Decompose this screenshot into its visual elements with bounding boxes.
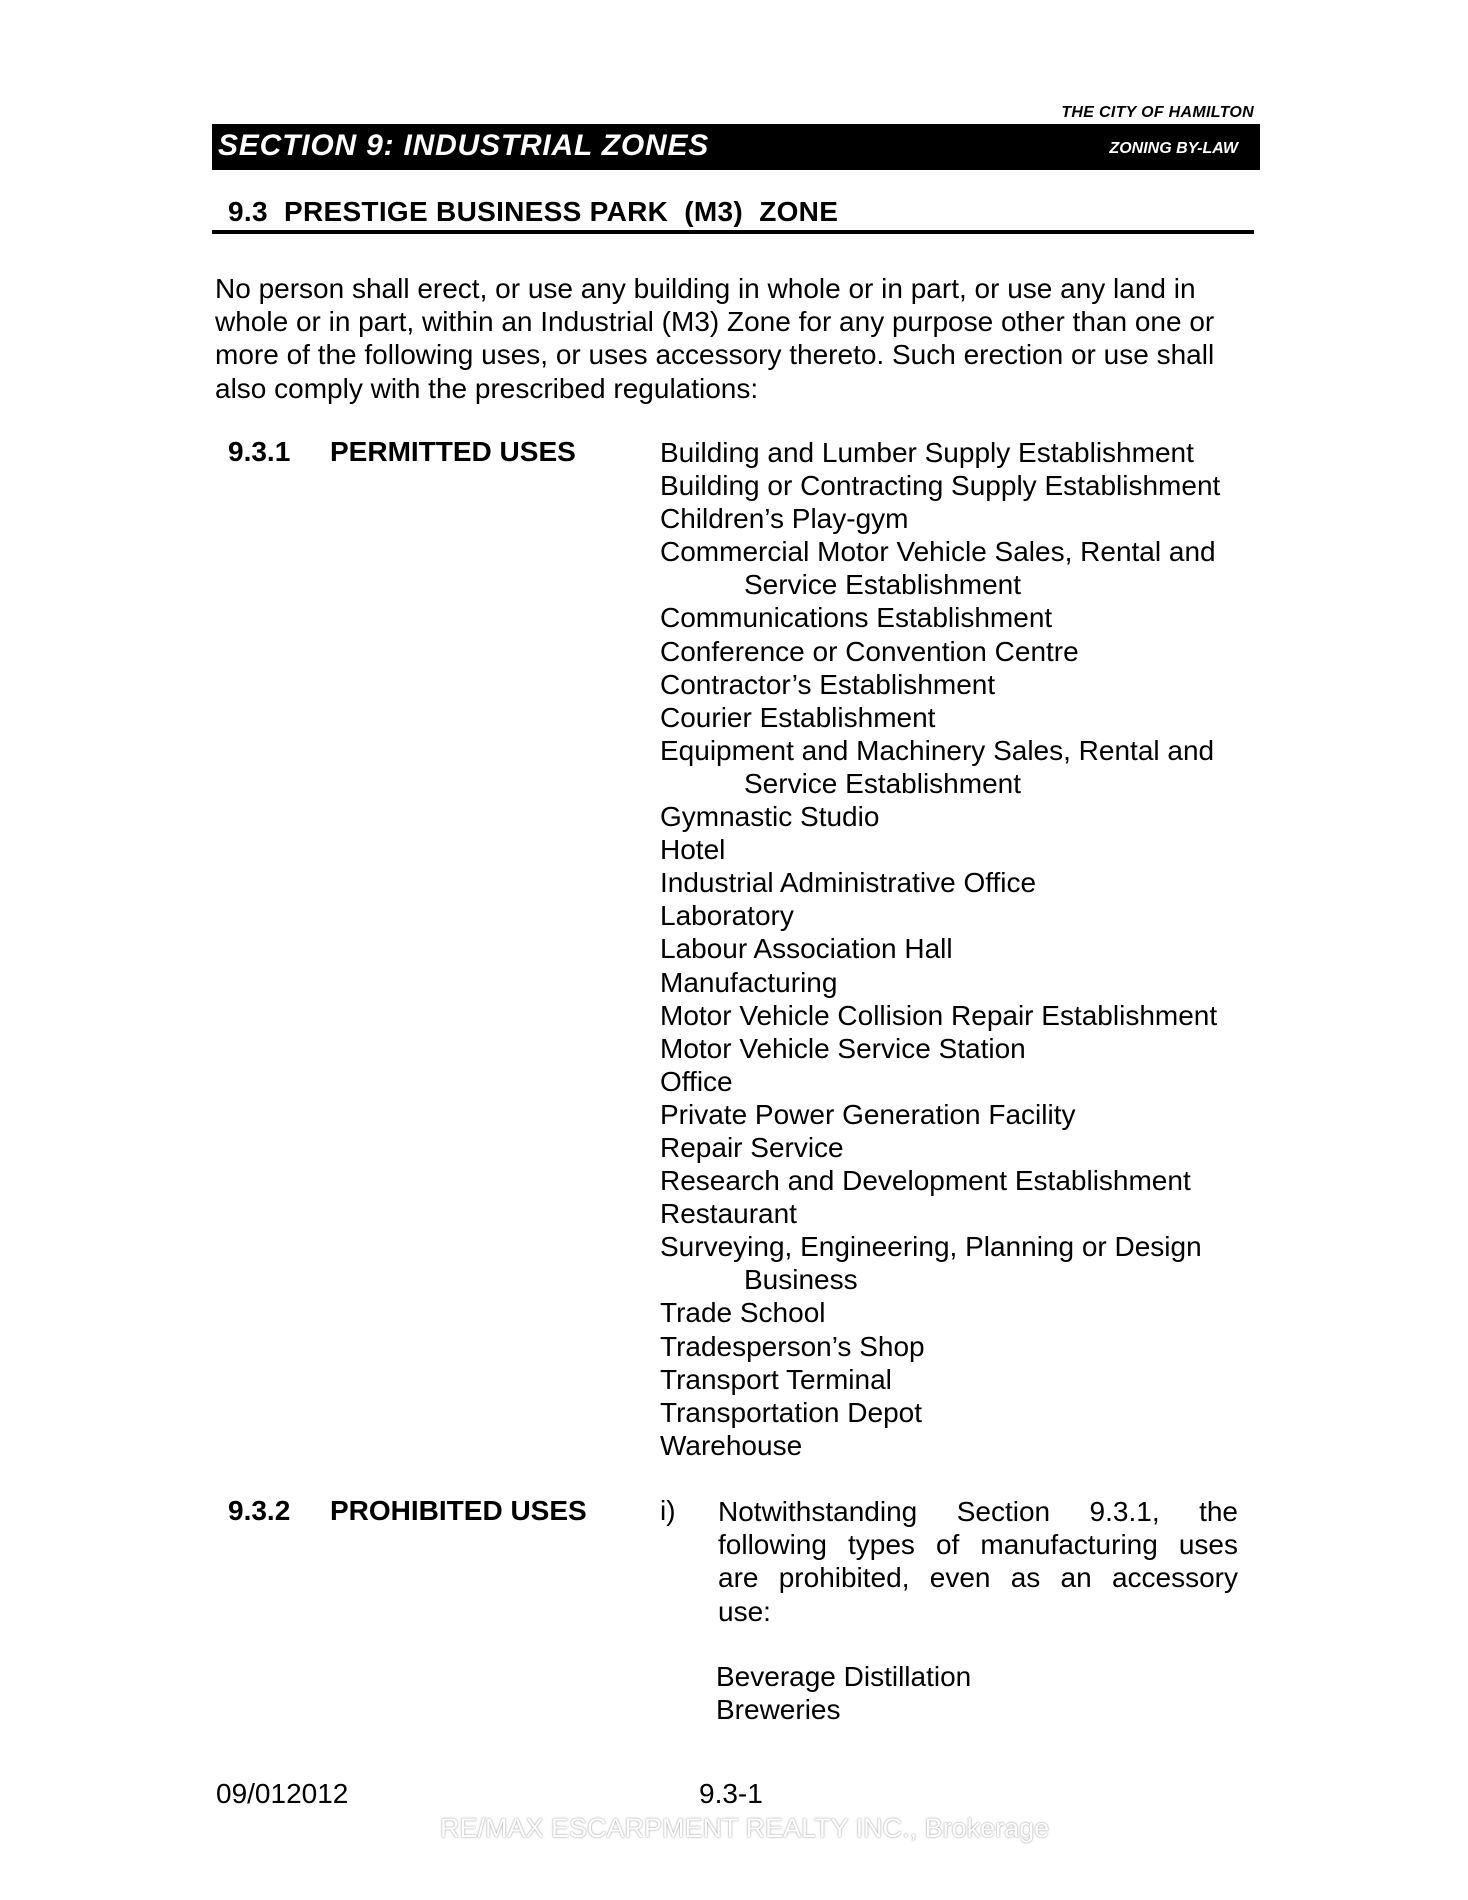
permitted-use-item	[660, 1396, 1220, 1429]
brokerage-watermark: RE/MAX ESCARPMENT REALTY INC., Brokerage	[440, 1813, 1050, 1843]
permitted-use-item	[660, 668, 1220, 701]
permitted-use-item	[660, 734, 1220, 800]
city-label: THE CITY OF HAMILTON	[1061, 104, 1254, 121]
permitted-use-label: Manufacturing	[660, 966, 838, 998]
heading-rule	[212, 230, 1254, 234]
permitted-use-label: Private Power Generation Facility	[660, 1098, 1076, 1130]
prohibited-use-item: Beverage Distillation	[716, 1661, 972, 1692]
permitted-use-item	[660, 932, 1220, 965]
permitted-use-item	[660, 1230, 1220, 1296]
permitted-use-item	[660, 635, 1220, 668]
permitted-use-label: Communications Establishment	[660, 602, 1053, 634]
permitted-use-item	[660, 800, 1220, 833]
permitted-use-label: Commercial Motor Vehicle Sales, Rental and	[660, 536, 1216, 568]
permitted-use-item	[660, 966, 1220, 999]
permitted-section-title: PERMITTED USES	[330, 436, 576, 467]
clause-line: are prohibited, even as an accessory	[718, 1562, 1238, 1594]
permitted-use-label: Restaurant	[660, 1198, 797, 1230]
permitted-use-label: Labour Association Hall	[660, 933, 953, 965]
permitted-use-continuation: Service Establishment	[744, 767, 1022, 799]
permitted-use-item	[660, 1330, 1220, 1363]
permitted-use-item	[660, 899, 1220, 932]
permitted-use-label: Contractor’s Establishment	[660, 668, 996, 700]
footer-page-number: 9.3-1	[699, 1778, 763, 1809]
intro-line: No person shall erect, or use any building in whole or in part, or use any land in	[215, 273, 1196, 304]
permitted-use-item	[660, 1429, 1220, 1462]
clause-line: Notwithstanding Section 9.3.1, the	[718, 1496, 1238, 1527]
permitted-use-label: Equipment and Machinery Sales, Rental and	[660, 734, 1215, 766]
permitted-use-item	[660, 601, 1220, 634]
permitted-use-item	[660, 1363, 1220, 1396]
permitted-section-number: 9.3.1	[228, 436, 291, 467]
permitted-use-item	[660, 502, 1220, 535]
permitted-use-label: Transport Terminal	[660, 1363, 892, 1395]
permitted-use-item	[660, 1065, 1220, 1098]
permitted-uses-list	[660, 436, 1220, 1462]
section-title: SECTION 9: INDUSTRIAL ZONES	[218, 129, 710, 162]
intro-line: also comply with the prescribed regulations:	[215, 372, 759, 404]
permitted-use-item	[660, 1098, 1220, 1131]
permitted-use-item	[660, 833, 1220, 866]
bylaw-label: ZONING BY-LAW	[1109, 140, 1238, 157]
permitted-use-item	[660, 1131, 1220, 1164]
permitted-use-label: Transportation Depot	[660, 1396, 922, 1428]
prohibited-clause-text	[718, 1495, 1238, 1628]
permitted-use-item	[660, 436, 1220, 469]
permitted-use-label: Conference or Convention Centre	[660, 635, 1079, 667]
permitted-use-label: Motor Vehicle Service Station	[660, 1032, 1026, 1064]
intro-paragraph	[215, 272, 1255, 405]
section-header-bar	[212, 124, 1260, 170]
permitted-use-label: Trade School	[660, 1297, 826, 1329]
permitted-use-label: Gymnastic Studio	[660, 801, 880, 833]
permitted-use-label: Children’s Play-gym	[660, 503, 909, 535]
permitted-use-label: Motor Vehicle Collision Repair Establishment	[660, 999, 1218, 1031]
permitted-use-label: Tradesperson’s Shop	[660, 1330, 925, 1362]
clause-line: use:	[718, 1595, 771, 1627]
permitted-use-continuation: Service Establishment	[744, 569, 1022, 601]
footer-date: 09/012012	[216, 1778, 349, 1809]
prohibited-section-number: 9.3.2	[228, 1495, 291, 1526]
permitted-use-item	[660, 1032, 1220, 1065]
prohibited-uses-list	[716, 1660, 971, 1726]
prohibited-section-title: PROHIBITED USES	[330, 1495, 587, 1526]
permitted-use-item	[660, 469, 1220, 502]
permitted-use-label: Warehouse	[660, 1429, 803, 1461]
permitted-use-item	[660, 1164, 1220, 1197]
permitted-use-item	[660, 1296, 1220, 1329]
permitted-use-item	[660, 535, 1220, 601]
permitted-use-item	[660, 999, 1220, 1032]
permitted-use-label: Courier Establishment	[660, 701, 936, 733]
permitted-use-label: Research and Development Establishment	[660, 1165, 1191, 1197]
permitted-use-continuation: Business	[744, 1264, 858, 1296]
permitted-use-item	[660, 1197, 1220, 1230]
permitted-use-label: Building or Contracting Supply Establishment	[660, 470, 1221, 502]
zone-heading: 9.3 PRESTIGE BUSINESS PARK (M3) ZONE	[228, 196, 839, 227]
prohibited-use-item: Breweries	[716, 1694, 841, 1726]
clause-marker: i)	[660, 1495, 676, 1526]
permitted-use-label: Industrial Administrative Office	[660, 867, 1037, 899]
permitted-use-item	[660, 866, 1220, 899]
permitted-use-label: Surveying, Engineering, Planning or Design	[660, 1231, 1202, 1263]
permitted-use-label: Building and Lumber Supply Establishment	[660, 437, 1194, 468]
intro-line: more of the following uses, or uses accessory thereto. Such erection or use shall	[215, 339, 1215, 371]
permitted-use-label: Laboratory	[660, 900, 794, 932]
permitted-use-label: Repair Service	[660, 1131, 844, 1163]
permitted-use-item	[660, 701, 1220, 734]
intro-line: whole or in part, within an Industrial (M3) Zone for any purpose other than one or	[215, 306, 1215, 338]
clause-line: following types of manufacturing uses	[718, 1529, 1238, 1561]
permitted-use-label: Office	[660, 1065, 733, 1097]
permitted-use-label: Hotel	[660, 834, 726, 866]
